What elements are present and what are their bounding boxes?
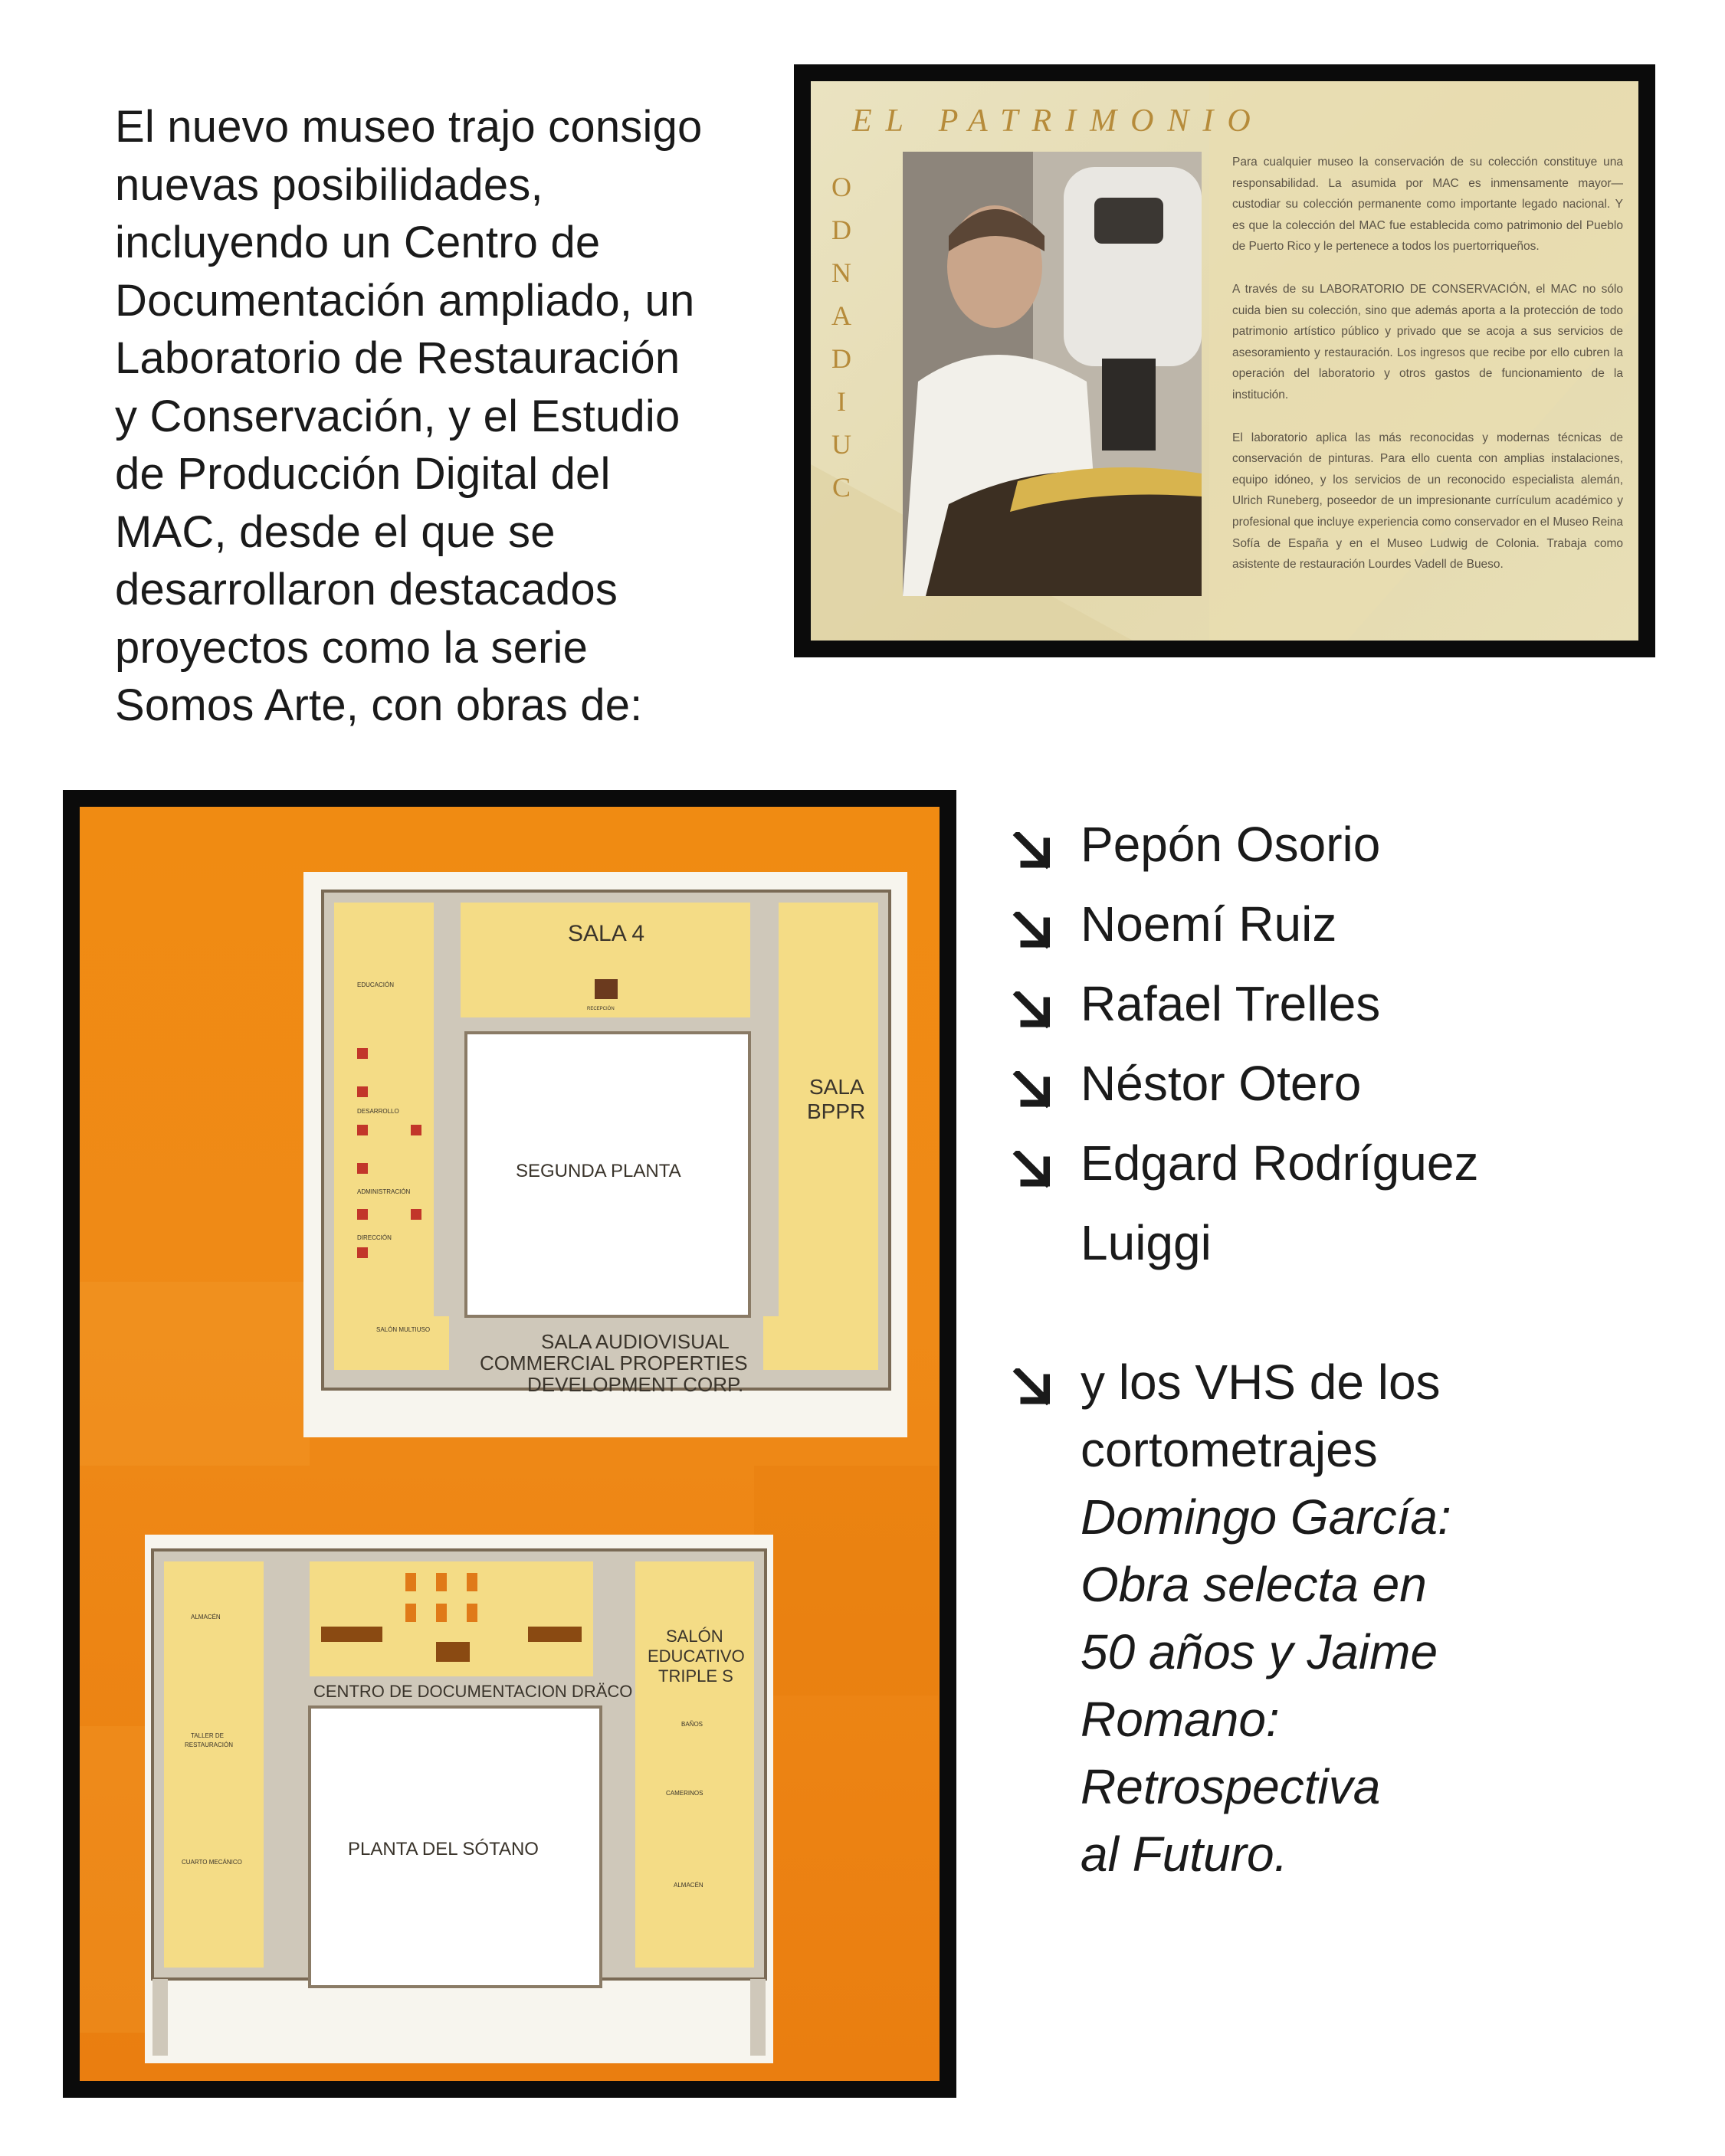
small-room-label: RECEPCIÓN <box>587 1007 615 1011</box>
small-room-label: ALMACÉN <box>191 1614 221 1620</box>
intro-line: proyectos como la serie <box>115 622 589 673</box>
brochure-paragraph: El laboratorio aplica las más reconocidas y modernas técnicas de conservación de pinturas. Para ello cuenta con amplias instalaciones, equipo idóneo, y los servicios de un reconocido especialista alemán, Ulrich Runeberg, poseedor de un impresionante currículum académico y profesional que incluye experiencia como conservador en el Museo Reina Sofía de España y en el Museo Ludwig de Colonia. Trabaja como asistente de restauración Lourdes Vadell de Bueso. <box>1232 431 1623 572</box>
intro-line: desarrollaron destacados <box>115 565 618 614</box>
conservator-illustration <box>903 152 1202 596</box>
brochure-paragraph: Para cualquier museo la conservación de su colección constituye una responsabilidad. La asumida por MAC es inmensamente mayor— custodiar su colección permanente como importante legado nacional. Y es que la colección del MAC fue establecida como patrimonio del Pueblo de Puerto Rico y le pertenece a todos los puertorriqueños. <box>1232 156 1623 254</box>
vertical-letter: D <box>831 343 851 374</box>
small-room-label: RESTAURACIÓN <box>185 1742 233 1748</box>
brochure-paragraph: A través de su LABORATORIO DE CONSERVACIÓN, el MAC no sólo cuida bien su colección, sino que además aporta a la protección de todo patrimonio artístico público y privado que se acoja a sus servicios de asesoramiento y restauración. Los ingresos que recibe por ello cubren la operación del laboratorio y otros gastos de funcionamiento de la institución. <box>1232 282 1623 401</box>
sala4-label: SALA 4 <box>568 921 645 946</box>
film-title-line: al Futuro. <box>1081 1827 1288 1882</box>
small-room-label: EDUCACIÓN <box>357 981 395 988</box>
artist-name: Rafael Trelles <box>1081 976 1381 1031</box>
list-item <box>1012 884 1701 964</box>
small-room-label: DESARROLLO <box>357 1108 399 1115</box>
artist-name: Edgard Rodríguez <box>1081 1135 1479 1191</box>
small-room-label: TALLER DE <box>191 1732 224 1739</box>
small-room-label: BAÑOS <box>681 1721 703 1728</box>
brochure-page <box>811 81 1638 641</box>
brochure-title: EL PATRIMONIO <box>852 103 1264 139</box>
intro-line: Somos Arte, con obras de: <box>115 680 643 730</box>
arrow-down-right-icon <box>1012 991 1050 1030</box>
arrow-down-right-icon <box>1012 912 1050 950</box>
intro-line: nuevas posibilidades, <box>115 159 543 210</box>
second-floor-plan <box>303 872 907 1437</box>
vhs-note <box>1012 1348 1701 1888</box>
audiovisual-label-1: SALA AUDIOVISUAL <box>541 1330 730 1353</box>
film-title-line: 50 años y Jaime <box>1081 1624 1438 1679</box>
brochure-vertical-word <box>826 165 857 509</box>
film-title-line: Obra selecta en <box>1081 1557 1427 1612</box>
arrow-down-right-icon <box>1012 832 1050 870</box>
film-title-line: Romano: <box>1081 1692 1280 1747</box>
vertical-letter: O <box>831 172 851 202</box>
intro-line: Documentación ampliado, un <box>115 275 695 326</box>
artists-list <box>1012 804 1701 1283</box>
arrow-down-right-icon <box>1012 1151 1050 1189</box>
floor-plans-page <box>80 807 940 2081</box>
artist-name: Pepón Osorio <box>1081 817 1381 872</box>
small-room-label: CAMERINOS <box>666 1790 703 1797</box>
small-room-label: ADMINISTRACIÓN <box>357 1188 411 1195</box>
list-item <box>1012 804 1701 884</box>
second-floor-drawing <box>303 872 907 1437</box>
brochure-image <box>794 64 1655 657</box>
vertical-letter: I <box>837 386 846 417</box>
small-room-label: ALMACÉN <box>674 1882 703 1889</box>
floor-plans-image <box>63 790 956 2098</box>
intro-paragraph <box>115 98 774 735</box>
centro-documentacion-label: CENTRO DE DOCUMENTACION DRÄCO <box>313 1682 633 1701</box>
list-item <box>1012 1044 1701 1123</box>
second-floor-center-label: SEGUNDA PLANTA <box>516 1161 681 1181</box>
conservator-photo <box>903 152 1202 596</box>
film-title-line: Domingo García: <box>1081 1489 1451 1545</box>
salon-educativo-label-1: SALÓN <box>666 1627 723 1646</box>
basement-floor-drawing <box>145 1535 773 2063</box>
artist-name: Néstor Otero <box>1081 1056 1362 1111</box>
salon-educativo-label-3: TRIPLE S <box>658 1666 733 1686</box>
arrow-down-right-icon <box>1012 1368 1050 1407</box>
intro-line: MAC, desde el que se <box>115 506 556 557</box>
basement-center-label: PLANTA DEL SÓTANO <box>348 1839 539 1859</box>
list-item <box>1012 964 1701 1044</box>
small-room-label: CUARTO MECÁNICO <box>182 1859 242 1866</box>
vertical-letter: U <box>831 429 851 460</box>
list-item <box>1012 1123 1701 1283</box>
arrow-down-right-icon <box>1012 1071 1050 1109</box>
film-title-line: Retrospectiva <box>1081 1759 1381 1814</box>
salon-educativo-label-2: EDUCATIVO <box>648 1646 745 1666</box>
intro-line: y Conservación, y el Estudio <box>115 391 680 441</box>
basement-floor-plan <box>145 1535 773 2063</box>
intro-line: de Producción Digital del <box>115 449 611 499</box>
vhs-line: cortometrajes <box>1081 1422 1378 1477</box>
sala-bppr-label-2: BPPR <box>807 1099 866 1123</box>
vertical-letter: A <box>831 300 851 331</box>
brochure-body-text <box>1232 152 1623 597</box>
intro-line: El nuevo museo trajo consigo <box>115 102 703 152</box>
intro-line: Laboratorio de Restauración <box>115 333 680 383</box>
sala-bppr-label-1: SALA <box>809 1075 864 1099</box>
small-room-label: SALÓN MULTIUSO <box>376 1326 431 1333</box>
vertical-letter: N <box>831 257 851 288</box>
vertical-letter: D <box>831 215 851 245</box>
vertical-letter: C <box>831 472 851 503</box>
audiovisual-label-3: DEVELOPMENT CORP. <box>527 1373 744 1396</box>
artist-name: Noemí Ruiz <box>1081 896 1337 952</box>
small-room-label: DIRECCIÓN <box>357 1234 392 1241</box>
artist-name-continued: Luiggi <box>1081 1215 1212 1270</box>
vhs-line: y los VHS de los <box>1081 1355 1441 1410</box>
intro-line: incluyendo un Centro de <box>115 218 601 267</box>
audiovisual-label-2: COMMERCIAL PROPERTIES <box>480 1352 748 1375</box>
